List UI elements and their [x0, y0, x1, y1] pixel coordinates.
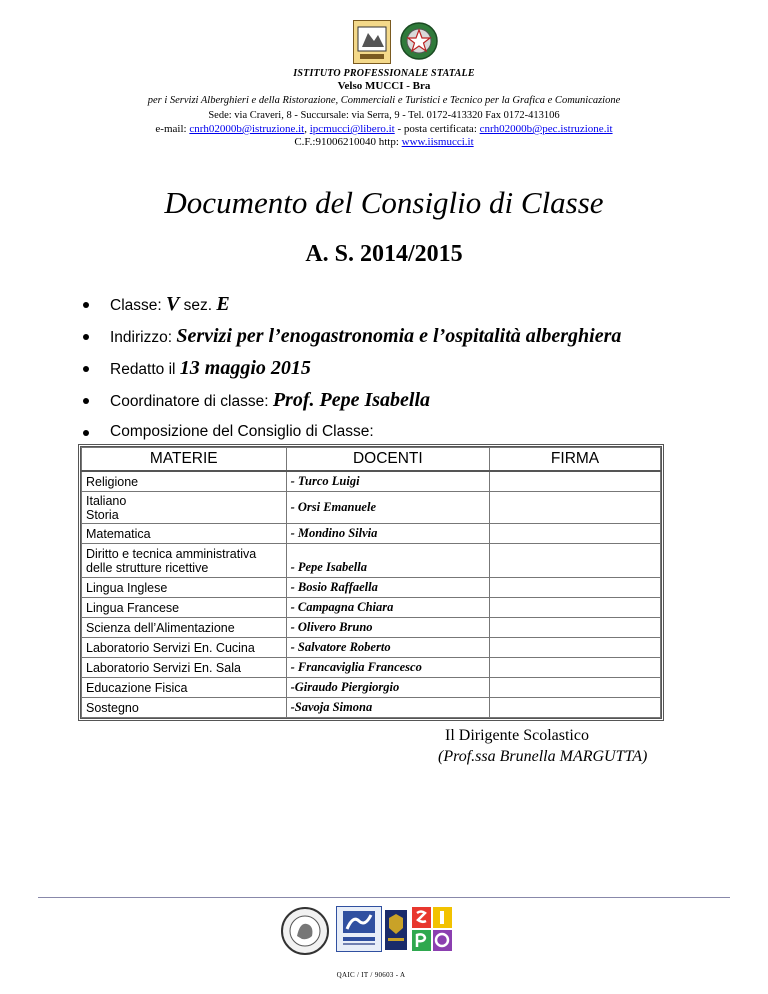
certification-code: QAIC / IT / 90603 - A: [336, 971, 406, 979]
date-value: 13 maggio 2015: [179, 357, 311, 379]
school-logo: [353, 20, 391, 64]
info-coordinator: [80, 386, 760, 418]
dirigente-name: (Prof.ssa Brunella MARGUTTA): [438, 748, 648, 765]
signature-cell[interactable]: [490, 698, 661, 718]
subject-cell: Lingua Francese: [82, 598, 287, 618]
seal-icon: [280, 906, 330, 956]
footer-seal-logo: [280, 906, 330, 956]
subject-line: Diritto e tecnica amministrativa: [86, 546, 257, 561]
subject-cell: Religione: [82, 471, 287, 492]
section-value: E: [216, 293, 230, 315]
subject-cell: Sostegno: [82, 698, 287, 718]
table-row: [82, 471, 661, 492]
teacher-cell: - Bosio Raffaella: [286, 578, 490, 598]
teacher-cell: - Francaviglia Francesco: [286, 658, 490, 678]
signature-cell[interactable]: [490, 678, 661, 698]
teacher-cell: - Salvatore Roberto: [286, 638, 490, 658]
republic-emblem: [399, 20, 439, 62]
email-prefix: e-mail:: [155, 123, 190, 135]
school-year: A. S. 2014/2015: [305, 241, 463, 267]
signature-cell[interactable]: [490, 638, 661, 658]
sirq-icon: [412, 907, 452, 951]
table-row: [82, 598, 661, 618]
subject-cell: Laboratorio Servizi En. Sala: [82, 658, 287, 678]
footer-divider: [38, 897, 730, 898]
teacher-cell: - Olivero Bruno: [286, 618, 490, 638]
header-docenti: DOCENTI: [286, 448, 490, 472]
council-table: [78, 444, 664, 721]
info-date: [80, 354, 760, 386]
subject-cell: Matematica: [82, 524, 287, 544]
website-link[interactable]: www.iismucci.it: [401, 136, 474, 148]
table-row: [82, 492, 661, 524]
subject-line: Italiano: [86, 493, 127, 508]
table-row: [82, 658, 661, 678]
signature-cell[interactable]: [490, 544, 661, 578]
teacher-cell: -Giraudo Piergiorgio: [286, 678, 490, 698]
republic-emblem-icon: [399, 20, 439, 62]
subject-cell: [82, 544, 287, 578]
subject-cell: Educazione Fisica: [82, 678, 287, 698]
section-label: sez.: [179, 297, 217, 314]
cf-prefix: C.F.:91006210040 http:: [294, 136, 402, 148]
signature-cell[interactable]: [490, 471, 661, 492]
table-row: [82, 524, 661, 544]
teacher-cell: - Turco Luigi: [286, 471, 490, 492]
pec-label: - posta certificata:: [394, 123, 480, 135]
class-label: Classe:: [110, 297, 166, 314]
school-type: ISTITUTO PROFESSIONALE STATALE: [293, 68, 475, 79]
footer-accredia-logo: [385, 910, 407, 950]
teacher-cell: - Orsi Emanuele: [286, 492, 490, 524]
email-separator: ,: [304, 123, 310, 135]
subject-line: Storia: [86, 507, 119, 522]
table-row: [82, 698, 661, 718]
email-link-istruzione[interactable]: cnrh02000b@istruzione.it: [189, 123, 305, 135]
signature-cell[interactable]: [490, 658, 661, 678]
footer-qa-logo: [336, 906, 382, 952]
subject-cell: Lingua Inglese: [82, 578, 287, 598]
school-address: Sede: via Craveri, 8 - Succursale: via Serra, 9 - Tel. 0172-413320 Fax 0172-413106: [208, 110, 560, 121]
email-line: [0, 123, 768, 135]
info-list: [80, 290, 760, 450]
signature-cell[interactable]: [490, 618, 661, 638]
table-row: [82, 544, 661, 578]
teacher-cell: - Campagna Chiara: [286, 598, 490, 618]
email-link-libero[interactable]: ipcmucci@libero.it: [309, 123, 395, 135]
signature-cell[interactable]: [490, 492, 661, 524]
document-title: Documento del Consiglio di Classe: [164, 185, 604, 220]
date-label: Redatto il: [110, 361, 180, 378]
accreditation-icon: [385, 910, 407, 950]
email-link-pec[interactable]: cnrh02000b@pec.istruzione.it: [479, 123, 613, 135]
subject-line: delle strutture ricettive: [86, 560, 209, 575]
address-label: Indirizzo:: [110, 329, 177, 346]
signature-cell[interactable]: [490, 578, 661, 598]
table-header-row: [82, 448, 661, 472]
table-row: [82, 678, 661, 698]
address-value: Servizi per l’enogastronomia e l’ospitalità alberghiera: [176, 325, 622, 347]
class-value: V: [166, 293, 180, 315]
subject-cell: Scienza dell’Alimentazione: [82, 618, 287, 638]
teacher-cell: -Savoja Simona: [286, 698, 490, 718]
header-firma: FIRMA: [490, 448, 661, 472]
cf-line: [0, 136, 768, 148]
quality-cert-icon: [337, 907, 381, 951]
dirigente-title: Il Dirigente Scolastico: [445, 727, 589, 744]
coordinator-label: Coordinatore di classe:: [110, 393, 273, 410]
header-materie: MATERIE: [82, 448, 287, 472]
info-class: [80, 290, 760, 322]
info-address: [80, 322, 760, 354]
table-row: [82, 638, 661, 658]
school-name: Velso MUCCI - Bra: [337, 80, 431, 92]
signature-cell[interactable]: [490, 598, 661, 618]
composition-label: Composizione del Consiglio di Classe:: [110, 423, 374, 440]
table-row: [82, 578, 661, 598]
teacher-cell: - Pepe Isabella: [286, 544, 490, 578]
coordinator-value: Prof. Pepe Isabella: [272, 389, 431, 411]
teacher-cell: - Mondino Silvia: [286, 524, 490, 544]
school-logo-icon: [354, 21, 390, 63]
signature-cell[interactable]: [490, 524, 661, 544]
footer-sirq-logo: [412, 907, 452, 951]
subject-cell: [82, 492, 287, 524]
subject-cell: Laboratorio Servizi En. Cucina: [82, 638, 287, 658]
table-row: [82, 618, 661, 638]
school-description: per i Servizi Alberghieri e della Ristorazione, Commerciali e Turistici e Tecnico per la Grafica e Comunicazione: [147, 95, 621, 106]
